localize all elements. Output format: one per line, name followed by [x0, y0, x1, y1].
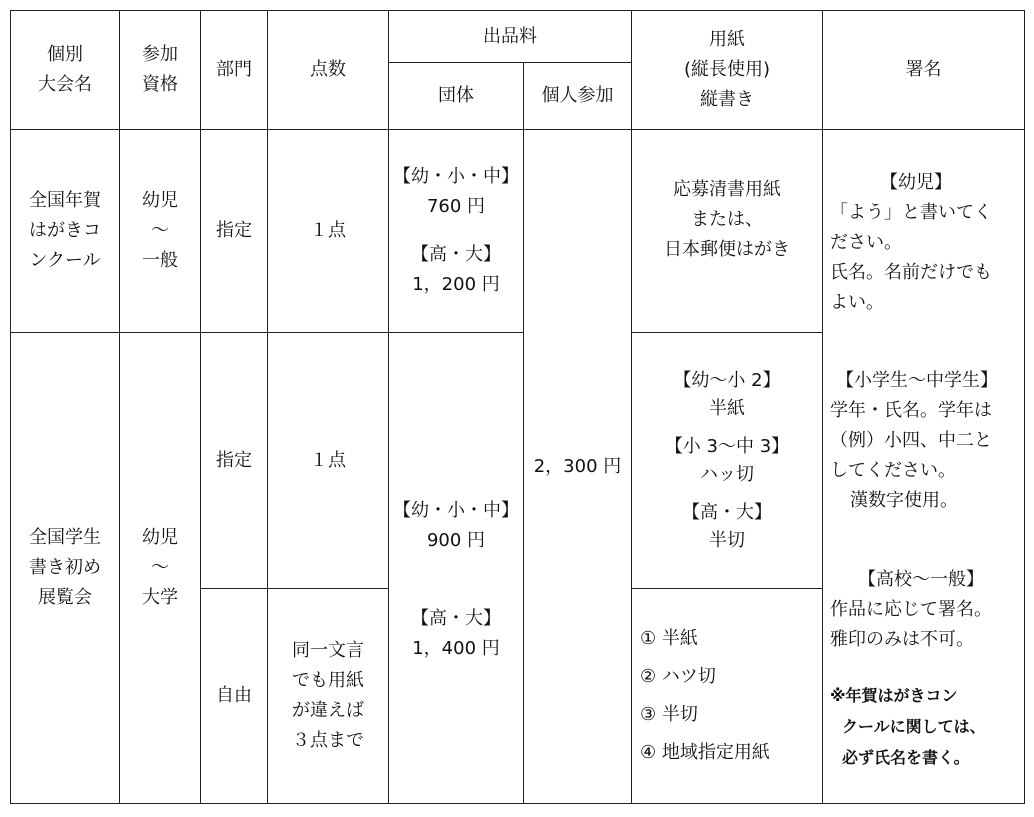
header-fee-individual: 個人参加	[541, 85, 614, 106]
signature-block-2: 【小学生〜中学生】 学年・氏名。学年は （例）小四、中二と してください。 漢数字使用。	[830, 369, 998, 511]
row2a-division: 指定	[216, 449, 252, 471]
row1-paper: 応募清書用紙 または、 日本郵便はがき	[664, 179, 790, 260]
header-fee-group: 団体	[438, 85, 474, 106]
row1-fee-group: 【幼・小・中】 760 円 【高・大】 1，200 円	[393, 166, 519, 295]
signature-block-3: 【高校〜一般】 作品に応じて署名。 雅印のみは不可。	[830, 568, 992, 650]
signature-note: ※年賀はがきコン クールに関しては、 必ず氏名を書く。	[830, 685, 986, 767]
table-bottom-border	[10, 803, 1024, 804]
row1-division: 指定	[216, 220, 252, 241]
header-eligibility: 参加 資格	[142, 44, 178, 95]
fee-individual-value: 2，300 円	[533, 455, 622, 477]
header-division: 部門	[216, 59, 252, 80]
row1-count: １点	[310, 220, 346, 241]
header-fee: 出品料	[483, 25, 537, 47]
row2a-paper: 【幼〜小 2】 半紙 【小 3〜中 3】 ハッ切 【高・大】 半切	[664, 369, 790, 551]
row2a-count: １点	[310, 449, 346, 471]
signature-block-1: 【幼児】 「よう」と書いてく ださい。 氏名。名前だけでも よい。	[830, 171, 992, 313]
row2-event-name: 全国学生 書き初め 展覧会	[29, 527, 101, 608]
row2b-division: 自由	[216, 685, 252, 706]
table-right-border	[1024, 10, 1025, 804]
row1-event-name: 全国年賀 はがきコ ンクール	[29, 190, 101, 271]
header-signature: 署名	[905, 59, 942, 80]
header-count: 点数	[310, 59, 346, 80]
row2b-paper: ① 半紙 ② ハツ切 ③ 半切 ④ 地域指定用紙	[640, 628, 770, 763]
header-event-name: 個別 大会名	[38, 44, 92, 95]
row2-fee-group: 【幼・小・中】 900 円 【高・大】 1，400 円	[393, 500, 519, 659]
row2-eligibility: 幼児 〜 大学	[142, 527, 178, 608]
row1-eligibility: 幼児 〜 一般	[142, 190, 178, 271]
header-paper: 用紙 (縦長使用) 縦書き	[683, 29, 771, 110]
col-line-7	[822, 10, 823, 804]
row2b-count: 同一文言 でも用紙 が違えば ３点まで	[292, 640, 364, 751]
